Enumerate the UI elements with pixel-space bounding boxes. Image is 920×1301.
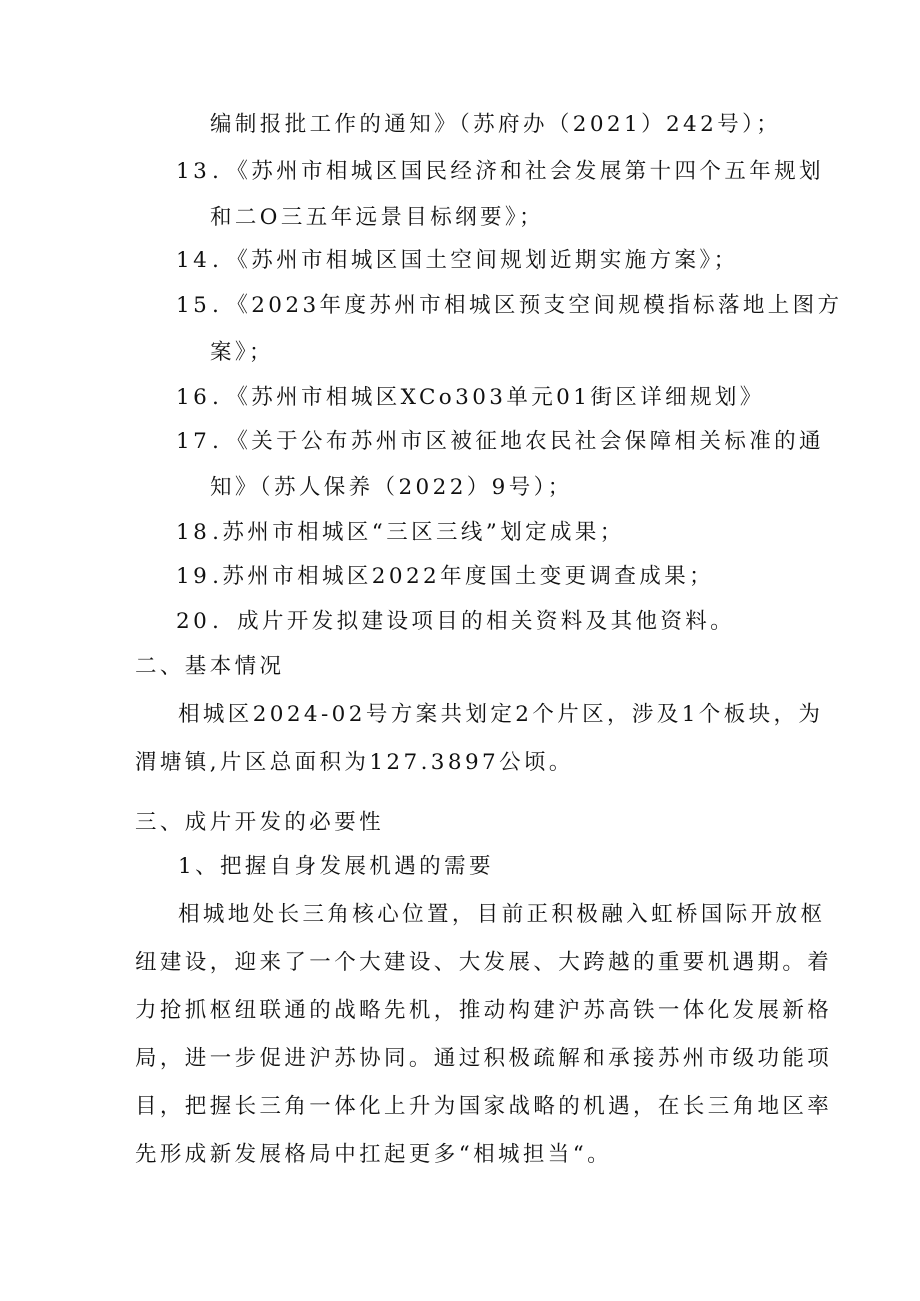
list-item-number: 19 — [176, 564, 211, 589]
list-item-number: 18 — [176, 520, 211, 545]
list-item-17 — [176, 427, 824, 457]
paragraph-line: 目，把握长三角一体化上升为国家战略的机遇，在长三角地区率 — [135, 1094, 833, 1119]
list-item-15-continuation: 案》； — [210, 340, 274, 365]
list-item-text: ．成片开发拟建设项目的相关资料及其他资料。 — [212, 609, 736, 634]
list-item-text: ．《关于公布苏州市区被征地农民社会保障相关标准的通 — [212, 429, 824, 454]
subsection-heading: 1、把握自身发展机遇的需要 — [178, 854, 494, 879]
list-item-number: 13 — [176, 159, 211, 184]
list-item-13-continuation: 和二O三五年远景目标纲要》； — [210, 205, 544, 230]
paragraph-line: 相城地处长三角核心位置，目前正积极融入虹桥国际开放枢 — [178, 902, 826, 927]
list-item-number: 15 — [176, 293, 211, 318]
list-item-14 — [176, 246, 738, 276]
list-item-number: 17 — [176, 429, 211, 454]
list-item-15 — [176, 291, 842, 321]
paragraph-line: 力抢抓枢纽联通的战略先机，推动构建沪苏高铁一体化发展新格 — [135, 998, 833, 1023]
list-item-number: 14 — [176, 248, 211, 273]
list-item-20 — [176, 607, 735, 637]
paragraph-line: 纽建设，迎来了一个大建设、大发展、大跨越的重要机遇期。着 — [135, 950, 833, 975]
list-item-text: ．《苏州市相城区国民经济和社会发展第十四个五年规划 — [212, 159, 824, 184]
list-item-number: 16 — [176, 385, 211, 410]
list-item-19 — [176, 562, 714, 592]
list-item-12-continuation: 编制报批工作的通知》（苏府办（2021）242号）； — [210, 112, 782, 137]
paragraph-line: 先形成新发展格局中扛起更多“相城担当“。 — [135, 1142, 612, 1167]
list-item-16 — [176, 383, 765, 413]
list-item-text: ．《2023年度苏州市相城区预支空间规模指标落地上图方 — [212, 293, 843, 318]
list-item-17-continuation: 知》（苏人保养（2022）9号）； — [210, 475, 573, 500]
list-item-text: .苏州市相城区2022年度国土变更调查成果； — [212, 564, 715, 589]
section-heading-necessity: 三、成片开发的必要性 — [135, 810, 385, 835]
list-item-text: ．《苏州市相城区XCo303单元01街区详细规划》 — [212, 385, 765, 410]
list-item-text: ．《苏州市相城区国土空间规划近期实施方案》； — [212, 248, 739, 273]
list-item-text: .苏州市相城区“三区三线”划定成果； — [212, 520, 625, 545]
paragraph-line: 渭塘镇,片区总面积为127.3897公顷。 — [135, 750, 574, 775]
list-item-13 — [176, 157, 824, 187]
paragraph-line: 相城区2024-02号方案共划定2个片区，涉及1个板块，为 — [178, 702, 824, 727]
list-item-number: 20 — [176, 609, 211, 634]
paragraph-line: 局，进一步促进沪苏协同。通过积极疏解和承接苏州市级功能项 — [135, 1046, 833, 1071]
list-item-18 — [176, 518, 625, 548]
section-heading-basic-info: 二、基本情况 — [135, 654, 285, 679]
